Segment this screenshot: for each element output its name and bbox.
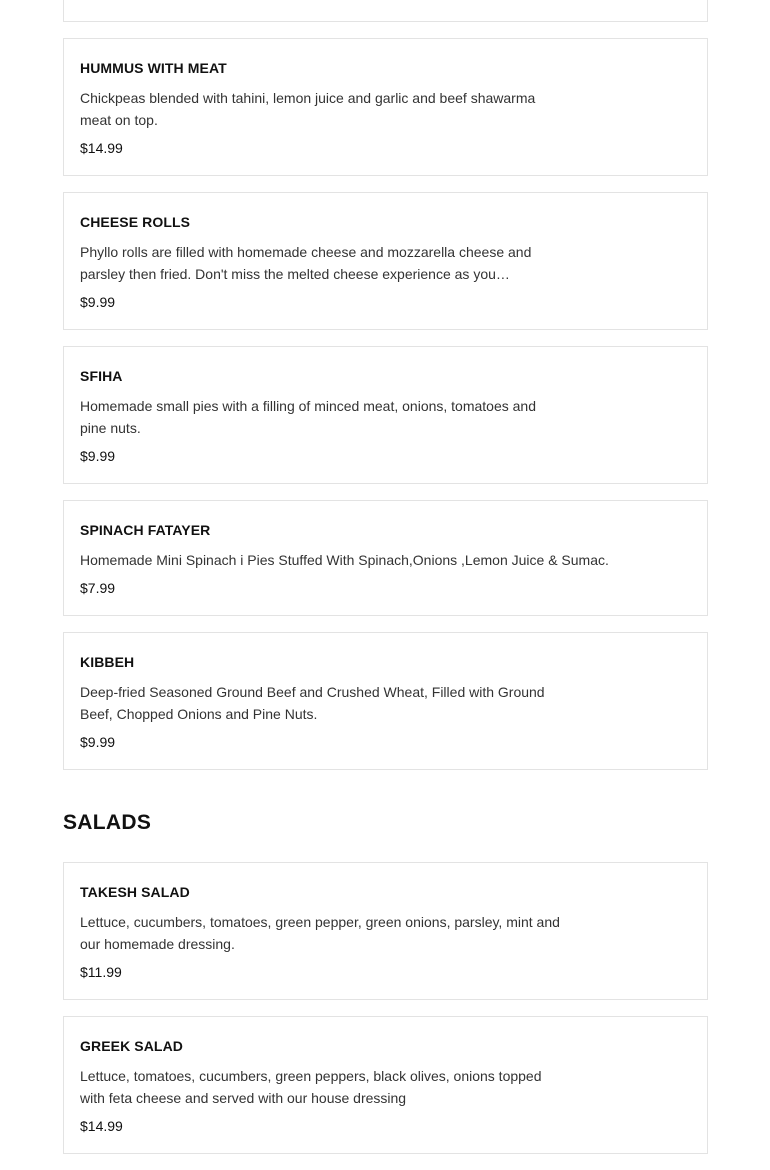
menu-item-price: $14.99 <box>80 140 123 156</box>
menu-item-description: Phyllo rolls are filled with homemade cheese and mozzarella cheese and parsley then fried. Don't miss the melted cheese experience as you… <box>80 244 532 282</box>
menu-item-price: $14.99 <box>80 1118 123 1134</box>
menu-item-description: Homemade Mini Spinach i Pies Stuffed With Spinach,Onions ,Lemon Juice & Sumac. <box>80 552 609 568</box>
menu-item-card-hummus-with-meat[interactable] <box>63 38 708 176</box>
menu-item-name: SPINACH FATAYER <box>80 522 211 538</box>
menu-item-name: SFIHA <box>80 368 123 384</box>
menu-item-card-sfiha[interactable] <box>63 346 708 484</box>
menu-item-description: Homemade small pies with a filling of minced meat, onions, tomatoes and pine nuts. <box>80 398 536 436</box>
menu-item-price: $9.99 <box>80 448 116 464</box>
menu-item-price: $9.99 <box>80 294 116 310</box>
menu-item-description: Lettuce, cucumbers, tomatoes, green pepper, green onions, parsley, mint and our homemade dressing. <box>80 914 560 952</box>
menu-item-card-kibbeh[interactable] <box>63 632 708 770</box>
menu-item-name: HUMMUS WITH MEAT <box>80 60 227 76</box>
menu-item-name: CHEESE ROLLS <box>80 214 191 230</box>
menu-item-price: $11.99 <box>80 964 122 980</box>
menu-item-description: Lettuce, tomatoes, cucumbers, green peppers, black olives, onions topped with feta cheese and served with our house dressing <box>80 1068 542 1106</box>
menu-item-description: Chickpeas blended with tahini, lemon juice and garlic and beef shawarma meat on top. <box>80 90 536 128</box>
menu-item-card-greek-salad[interactable] <box>63 1016 708 1154</box>
menu-item-price: $7.99 <box>80 580 116 596</box>
menu-item-description: Deep-fried Seasoned Ground Beef and Crushed Wheat, Filled with Ground Beef, Chopped Onions and Pine Nuts. <box>80 684 545 722</box>
menu-item-name: TAKESH SALAD <box>80 884 190 900</box>
section-title-salads: SALADS <box>63 811 152 834</box>
menu-item-name: KIBBEH <box>80 654 135 670</box>
menu-page <box>63 0 708 1170</box>
menu-item-name: GREEK SALAD <box>80 1038 183 1054</box>
menu-item-card-spinach-fatayer[interactable] <box>63 500 708 616</box>
menu-item-card-takesh-salad[interactable] <box>63 862 708 1000</box>
menu-item-price: $9.99 <box>80 734 116 750</box>
menu-item-card-cheese-rolls[interactable] <box>63 192 708 330</box>
menu-item-card-partial[interactable] <box>63 0 708 22</box>
